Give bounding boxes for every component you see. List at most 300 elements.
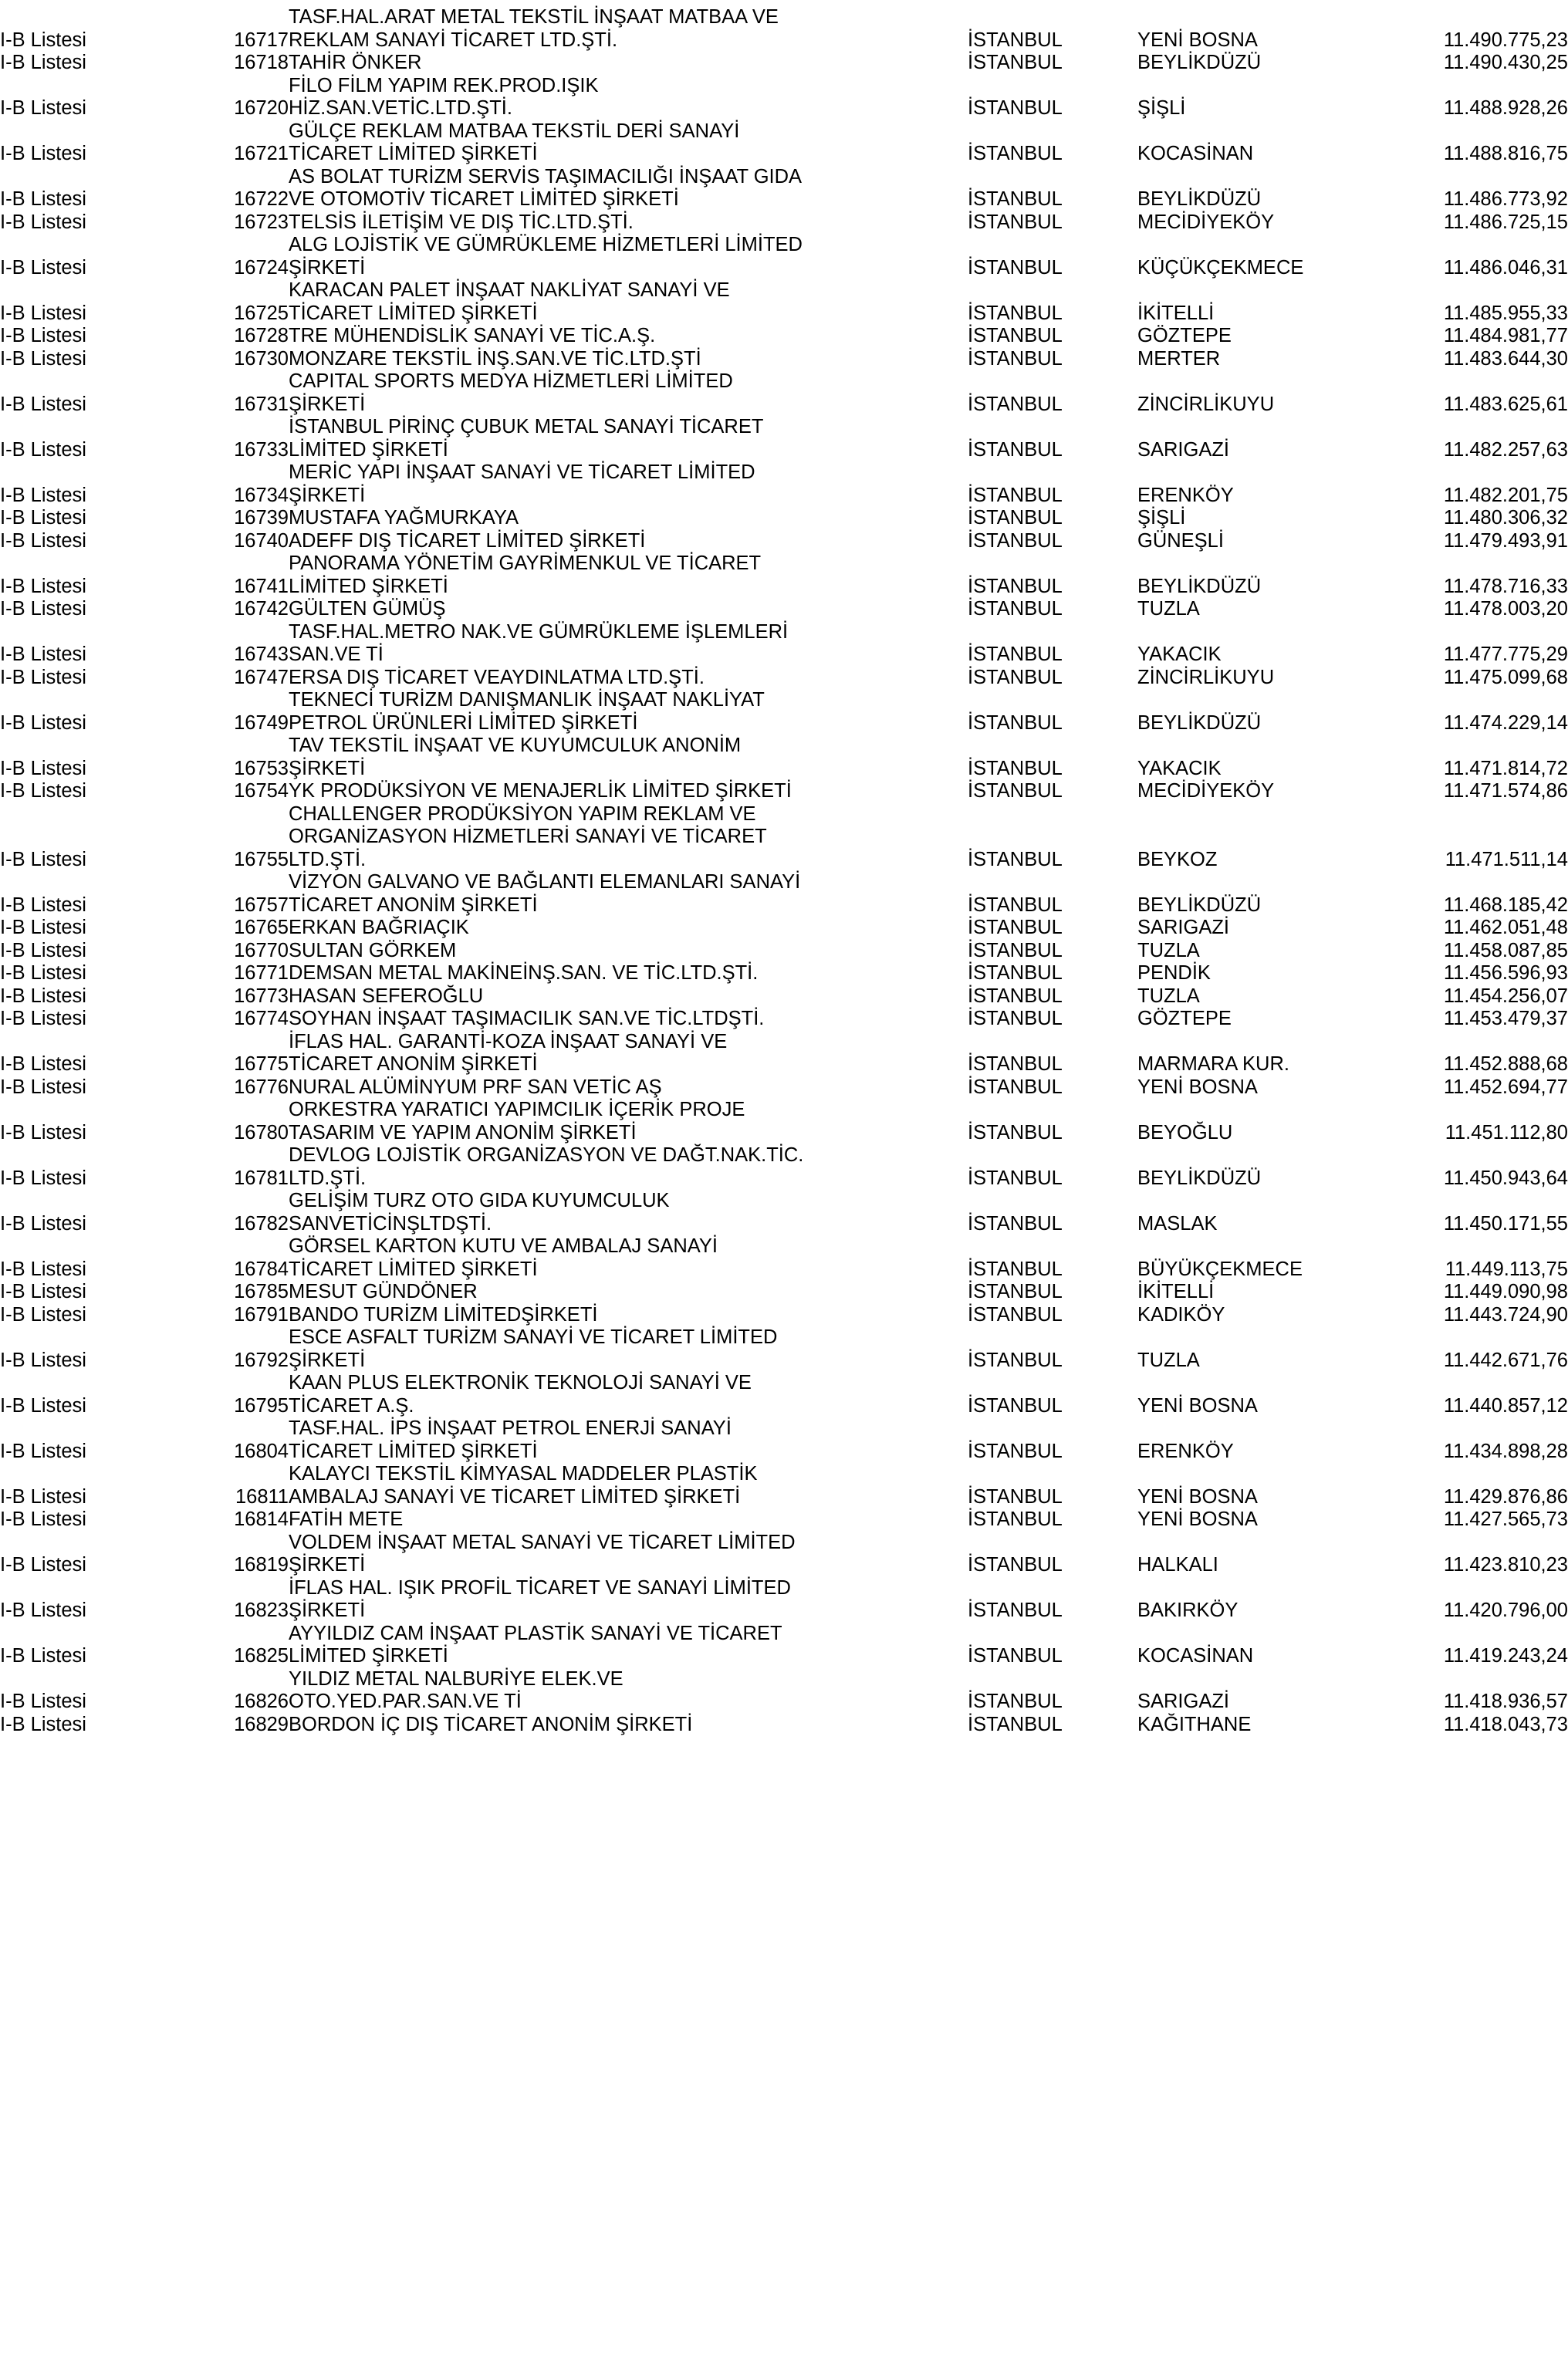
spacer-line (1137, 279, 1392, 302)
cell-city (968, 6, 1137, 52)
cell-district (1137, 120, 1392, 166)
spacer-line (968, 1372, 1137, 1395)
table-row[interactable] (0, 370, 1568, 416)
cell-sequence-number (204, 985, 289, 1008)
spacer-line (204, 1577, 289, 1600)
spacer-line (968, 1532, 1137, 1555)
table-row[interactable] (0, 1326, 1568, 1372)
debt-amount: 11.449.090,98 (1443, 1281, 1568, 1302)
debt-amount: 11.486.773,92 (1443, 188, 1568, 210)
table-row[interactable] (0, 985, 1568, 1008)
debt-amount: 11.427.565,73 (1443, 1508, 1568, 1530)
cell-list-label (0, 1190, 185, 1235)
cell-amount (1392, 598, 1568, 621)
sequence-number: 16784 (234, 1258, 289, 1280)
sequence-number: 16785 (234, 1281, 289, 1302)
table-row[interactable] (0, 1577, 1568, 1623)
cell-city (968, 166, 1137, 211)
cell-gutter (185, 962, 204, 985)
debt-amount: 11.440.857,12 (1443, 1394, 1568, 1417)
city-name: İSTANBUL (968, 1349, 1063, 1371)
cell-list-label (0, 667, 185, 690)
spacer-line (0, 370, 185, 394)
cell-sequence-number (204, 940, 289, 963)
cell-list-label (0, 325, 185, 348)
cell-city (968, 1532, 1137, 1577)
cell-gutter (185, 1031, 204, 1076)
spacer-line (1137, 234, 1392, 257)
cell-city (968, 1235, 1137, 1281)
spacer-line (0, 166, 185, 189)
cell-list-label (0, 234, 185, 279)
cell-amount (1392, 1417, 1568, 1463)
cell-debtor-name (289, 325, 968, 348)
cell-debtor-name (289, 1031, 968, 1076)
table-row[interactable] (0, 348, 1568, 371)
debtor-name-line: HASAN SEFEROĞLU (289, 985, 484, 1007)
cell-gutter (185, 348, 204, 371)
spacer-line (968, 166, 1137, 189)
district-name: MERTER (1137, 347, 1221, 370)
cell-gutter (185, 416, 204, 461)
table-row[interactable] (0, 1281, 1568, 1304)
list-label: I-B Listesi (0, 325, 86, 346)
cell-debtor-name (289, 1144, 968, 1190)
list-label: I-B Listesi (0, 211, 86, 233)
cell-sequence-number (204, 1623, 289, 1668)
debtor-name-line: CHALLENGER PRODÜKSİYON YAPIM REKLAM VE (289, 802, 756, 825)
spacer-line (204, 871, 289, 894)
spacer-line (968, 552, 1137, 576)
table-row[interactable] (0, 507, 1568, 530)
list-label: I-B Listesi (0, 939, 86, 961)
spacer-line (0, 1326, 185, 1350)
debtor-name-line: ŞİRKETİ (289, 1600, 366, 1621)
cell-district (1137, 1190, 1392, 1235)
spacer-line (1137, 826, 1392, 849)
sequence-number: 16774 (234, 1008, 289, 1029)
table-row[interactable] (0, 1532, 1568, 1577)
cell-district (1137, 416, 1392, 461)
spacer-line (1392, 735, 1568, 758)
spacer-line (1392, 1031, 1568, 1054)
spacer-line (204, 621, 289, 644)
table-row[interactable] (0, 1417, 1568, 1463)
cell-district (1137, 598, 1392, 621)
district-name: SARIGAZİ (1137, 1691, 1230, 1712)
list-label: I-B Listesi (0, 711, 86, 734)
debtor-name-line: FİLO FİLM YAPIM REK.PROD.IŞIK (289, 74, 599, 96)
cell-district (1137, 348, 1392, 371)
table-row[interactable] (0, 6, 1568, 52)
cell-gutter (185, 1326, 204, 1372)
cell-list-label (0, 1417, 185, 1463)
table-row[interactable] (0, 52, 1568, 75)
table-row[interactable] (0, 1508, 1568, 1532)
table-row[interactable] (0, 552, 1568, 598)
cell-debtor-name (289, 621, 968, 667)
debtor-name-line: TİCARET LİMİTED ŞİRKETİ (289, 302, 538, 324)
list-label: I-B Listesi (0, 894, 86, 916)
table-row[interactable] (0, 1099, 1568, 1144)
cell-sequence-number (204, 1508, 289, 1532)
debtor-name-line: VOLDEM İNŞAAT METAL SANAYİ VE TİCARET LİMİTED (289, 1531, 796, 1553)
spacer-line (0, 1144, 185, 1167)
debt-amount: 11.420.796,00 (1443, 1600, 1568, 1621)
table-row[interactable] (0, 1076, 1568, 1100)
table-row[interactable] (0, 461, 1568, 507)
table-row[interactable] (0, 1031, 1568, 1076)
list-label: I-B Listesi (0, 1554, 86, 1576)
cell-list-label (0, 348, 185, 371)
district-name: YAKACIK (1137, 757, 1222, 779)
sequence-number: 16718 (234, 52, 289, 73)
table-row[interactable] (0, 689, 1568, 735)
cell-sequence-number (204, 871, 289, 917)
debtor-name-line: MESUT GÜNDÖNER (289, 1281, 478, 1302)
cell-debtor-name (289, 1281, 968, 1304)
debt-amount: 11.450.943,64 (1443, 1167, 1568, 1189)
cell-sequence-number (204, 325, 289, 348)
table-row[interactable] (0, 166, 1568, 211)
cell-amount (1392, 6, 1568, 52)
spacer-line (968, 1190, 1137, 1213)
debtor-name-line: TİCARET LİMİTED ŞİRKETİ (289, 1440, 538, 1462)
cell-amount (1392, 917, 1568, 940)
city-name: İSTANBUL (968, 598, 1063, 620)
cell-list-label (0, 461, 185, 507)
cell-sequence-number (204, 803, 289, 872)
table-row[interactable] (0, 279, 1568, 325)
city-name: İSTANBUL (968, 347, 1063, 370)
debt-amount: 11.482.257,63 (1443, 438, 1568, 461)
cell-city (968, 985, 1137, 1008)
cell-amount (1392, 279, 1568, 325)
cell-sequence-number (204, 461, 289, 507)
cell-gutter (185, 1417, 204, 1463)
cell-city (968, 279, 1137, 325)
cell-gutter (185, 1372, 204, 1417)
table-row[interactable] (0, 234, 1568, 279)
sequence-number: 16825 (234, 1645, 289, 1667)
cell-city (968, 1190, 1137, 1235)
district-name: GÜNEŞLİ (1137, 529, 1224, 552)
sequence-number: 16739 (234, 507, 289, 529)
spacer-line (204, 552, 289, 576)
cell-city (968, 234, 1137, 279)
district-name: ZİNCİRLİKUYU (1137, 393, 1275, 415)
cell-list-label (0, 940, 185, 963)
spacer-line (968, 120, 1137, 144)
table-row[interactable] (0, 871, 1568, 917)
table-row[interactable] (0, 1463, 1568, 1508)
debt-amount: 11.471.814,72 (1443, 757, 1568, 779)
table-row[interactable] (0, 803, 1568, 872)
cell-district (1137, 735, 1392, 780)
sequence-number: 16720 (234, 97, 289, 119)
cell-city (968, 1008, 1137, 1031)
cell-city (968, 325, 1137, 348)
city-name: İSTANBUL (968, 985, 1063, 1007)
city-name: İSTANBUL (968, 1212, 1063, 1235)
city-name: İSTANBUL (968, 1645, 1063, 1667)
cell-district (1137, 917, 1392, 940)
district-name: TUZLA (1137, 1349, 1200, 1371)
district-name: ERENKÖY (1137, 484, 1234, 506)
cell-district (1137, 1144, 1392, 1190)
table-row[interactable] (0, 962, 1568, 985)
spacer-line (204, 75, 289, 98)
cell-city (968, 1508, 1137, 1532)
cell-gutter (185, 985, 204, 1008)
cell-debtor-name (289, 1508, 968, 1532)
table-row[interactable] (0, 416, 1568, 461)
cell-district (1137, 530, 1392, 553)
debtor-name-line: YK PRODÜKSİYON VE MENAJERLİK LİMİTED ŞİRKETİ (289, 780, 792, 802)
cell-list-label (0, 1623, 185, 1668)
cell-district (1137, 667, 1392, 690)
cell-list-label (0, 962, 185, 985)
district-name: BEYLİKDÜZÜ (1137, 711, 1262, 734)
district-name: YENİ BOSNA (1137, 29, 1258, 51)
table-row[interactable] (0, 75, 1568, 120)
cell-sequence-number (204, 166, 289, 211)
spacer-line (1137, 1144, 1392, 1167)
debtor-name-line: SANVETİCİNŞLTDŞTİ. (289, 1212, 492, 1235)
cell-gutter (185, 1190, 204, 1235)
list-label: I-B Listesi (0, 97, 86, 119)
spacer-line (0, 735, 185, 758)
table-row[interactable] (0, 1144, 1568, 1190)
debt-amount: 11.490.430,25 (1443, 52, 1568, 73)
cell-sequence-number (204, 370, 289, 416)
cell-district (1137, 985, 1392, 1008)
table-row[interactable] (0, 667, 1568, 690)
debtor-name-line: İFLAS HAL. IŞIK PROFİL TİCARET VE SANAYİ LİMİTED (289, 1576, 791, 1599)
debtor-name-line: BORDON İÇ DIŞ TİCARET ANONİM ŞİRKETİ (289, 1713, 693, 1735)
debtor-name-line: TAV TEKSTİL İNŞAAT VE KUYUMCULUK ANONİM (289, 735, 742, 756)
debt-amount: 11.419.243,24 (1443, 1645, 1568, 1667)
cell-gutter (185, 52, 204, 75)
cell-district (1137, 1281, 1392, 1304)
cell-gutter (185, 689, 204, 735)
spacer-line (1392, 1577, 1568, 1600)
debtor-name-line: TASF.HAL.ARAT METAL TEKSTİL İNŞAAT MATBAA VE (289, 6, 779, 28)
sequence-number: 16731 (234, 393, 289, 415)
list-label: I-B Listesi (0, 1691, 86, 1712)
debtor-name-line: DEMSAN METAL MAKİNEİNŞ.SAN. VE TİC.LTD.ŞTİ. (289, 962, 759, 984)
list-label: I-B Listesi (0, 848, 86, 870)
debtor-name-line: LİMİTED ŞİRKETİ (289, 438, 448, 461)
spacer-line (0, 1190, 185, 1213)
debtor-name-line: VİZYON GALVANO VE BAĞLANTI ELEMANLARI SANAYİ (289, 871, 801, 893)
debt-amount: 11.483.625,61 (1443, 393, 1568, 415)
debtor-name-line: ŞİRKETİ (289, 484, 366, 506)
cell-amount (1392, 803, 1568, 872)
table-row[interactable] (0, 1304, 1568, 1327)
cell-gutter (185, 507, 204, 530)
cell-debtor-name (289, 940, 968, 963)
city-name: İSTANBUL (968, 575, 1063, 597)
cell-city (968, 1281, 1137, 1304)
cell-city (968, 461, 1137, 507)
debt-amount: 11.429.876,86 (1443, 1485, 1568, 1508)
district-name: İKİTELLİ (1137, 1281, 1215, 1302)
cell-amount (1392, 166, 1568, 211)
district-name: BAKIRKÖY (1137, 1600, 1239, 1621)
spacer-line (204, 6, 289, 29)
table-row[interactable] (0, 1623, 1568, 1668)
spacer-line (204, 166, 289, 189)
sequence-number: 16730 (234, 347, 289, 370)
city-name: İSTANBUL (968, 1303, 1063, 1326)
cell-district (1137, 1235, 1392, 1281)
cell-debtor-name (289, 279, 968, 325)
cell-district (1137, 940, 1392, 963)
list-label: I-B Listesi (0, 1349, 86, 1371)
spacer-line (1392, 75, 1568, 98)
table-row[interactable] (0, 940, 1568, 963)
cell-amount (1392, 689, 1568, 735)
district-name: MASLAK (1137, 1212, 1218, 1235)
cell-debtor-name (289, 689, 968, 735)
cell-district (1137, 1372, 1392, 1417)
table-row[interactable] (0, 1190, 1568, 1235)
cell-list-label (0, 985, 185, 1008)
cell-debtor-name (289, 461, 968, 507)
cell-list-label (0, 1532, 185, 1577)
city-name: İSTANBUL (968, 962, 1063, 984)
cell-amount (1392, 1463, 1568, 1508)
list-label: I-B Listesi (0, 1212, 86, 1235)
cell-city (968, 621, 1137, 667)
table-row[interactable] (0, 780, 1568, 803)
debtor-list-table (0, 6, 1568, 1736)
list-label: I-B Listesi (0, 1076, 86, 1098)
debt-amount: 11.423.810,23 (1443, 1554, 1568, 1576)
cell-city (968, 211, 1137, 235)
cell-sequence-number (204, 1714, 289, 1737)
spacer-line (204, 279, 289, 302)
cell-sequence-number (204, 1281, 289, 1304)
cell-amount (1392, 52, 1568, 75)
table-row[interactable] (0, 917, 1568, 940)
cell-list-label (0, 120, 185, 166)
debtor-name-line: TİCARET A.Ş. (289, 1394, 414, 1417)
district-name: TUZLA (1137, 985, 1200, 1007)
cell-district (1137, 552, 1392, 598)
debtor-name-line: ORGANİZASYON HİZMETLERİ SANAYİ VE TİCARET (289, 826, 767, 847)
cell-district (1137, 166, 1392, 211)
spacer-line (968, 370, 1137, 394)
spacer-line (1137, 1235, 1392, 1258)
spacer-line (968, 689, 1137, 712)
cell-amount (1392, 871, 1568, 917)
debtor-name-line: ERKAN BAĞRIAÇIK (289, 917, 469, 938)
cell-list-label (0, 552, 185, 598)
spacer-line (204, 1190, 289, 1213)
district-name: BEYLİKDÜZÜ (1137, 52, 1262, 73)
district-name: BEYLİKDÜZÜ (1137, 575, 1262, 597)
table-row[interactable] (0, 735, 1568, 780)
cell-gutter (185, 1076, 204, 1100)
debtor-name-line: OTO.YED.PAR.SAN.VE Tİ (289, 1691, 522, 1712)
table-row[interactable] (0, 1235, 1568, 1281)
debt-amount: 11.456.596,93 (1443, 962, 1568, 984)
sequence-number: 16776 (234, 1076, 289, 1098)
cell-debtor-name (289, 530, 968, 553)
table-row[interactable] (0, 211, 1568, 235)
table-row[interactable] (0, 1372, 1568, 1417)
cell-city (968, 370, 1137, 416)
debtor-name-line: PETROL ÜRÜNLERİ LİMİTED ŞİRKETİ (289, 711, 638, 734)
list-label: I-B Listesi (0, 1394, 86, 1417)
spacer-line (204, 120, 289, 144)
cell-debtor-name (289, 803, 968, 872)
city-name: İSTANBUL (968, 1713, 1063, 1735)
cell-district (1137, 962, 1392, 985)
spacer-line (1137, 1417, 1392, 1441)
spacer-line (968, 803, 1137, 826)
debt-amount: 11.450.171,55 (1443, 1212, 1568, 1235)
table-row[interactable] (0, 1714, 1568, 1737)
table-row[interactable] (0, 1008, 1568, 1031)
city-name: İSTANBUL (968, 917, 1063, 938)
table-row[interactable] (0, 621, 1568, 667)
district-name: MECİDİYEKÖY (1137, 780, 1275, 802)
cell-sequence-number (204, 1326, 289, 1372)
city-name: İSTANBUL (968, 211, 1063, 233)
cell-gutter (185, 1099, 204, 1144)
table-row[interactable] (0, 530, 1568, 553)
cell-city (968, 962, 1137, 985)
cell-amount (1392, 962, 1568, 985)
table-row[interactable] (0, 598, 1568, 621)
sequence-number: 16743 (234, 644, 289, 665)
cell-district (1137, 1008, 1392, 1031)
debt-amount: 11.479.493,91 (1443, 529, 1568, 552)
spacer-line (1137, 1190, 1392, 1213)
cell-sequence-number (204, 1668, 289, 1714)
spacer-line (0, 6, 185, 29)
cell-debtor-name (289, 1372, 968, 1417)
cell-district (1137, 1532, 1392, 1577)
cell-district (1137, 1304, 1392, 1327)
cell-city (968, 1326, 1137, 1372)
list-label: I-B Listesi (0, 644, 86, 665)
list-label: I-B Listesi (0, 256, 86, 279)
spacer-line (1392, 1144, 1568, 1167)
list-label: I-B Listesi (0, 598, 86, 620)
spacer-line (204, 370, 289, 394)
table-row[interactable] (0, 325, 1568, 348)
cell-amount (1392, 1668, 1568, 1714)
spacer-line (968, 6, 1137, 29)
cell-city (968, 917, 1137, 940)
cell-list-label (0, 917, 185, 940)
cell-debtor-name (289, 1577, 968, 1623)
table-row[interactable] (0, 120, 1568, 166)
debtor-name-line: SULTAN GÖRKEM (289, 939, 457, 961)
city-name: İSTANBUL (968, 1258, 1063, 1280)
table-row[interactable] (0, 1668, 1568, 1714)
spacer-line (0, 461, 185, 485)
debt-amount: 11.471.574,86 (1443, 780, 1568, 802)
spacer-line (1392, 1668, 1568, 1691)
cell-gutter (185, 780, 204, 803)
cell-debtor-name (289, 416, 968, 461)
cell-debtor-name (289, 1326, 968, 1372)
